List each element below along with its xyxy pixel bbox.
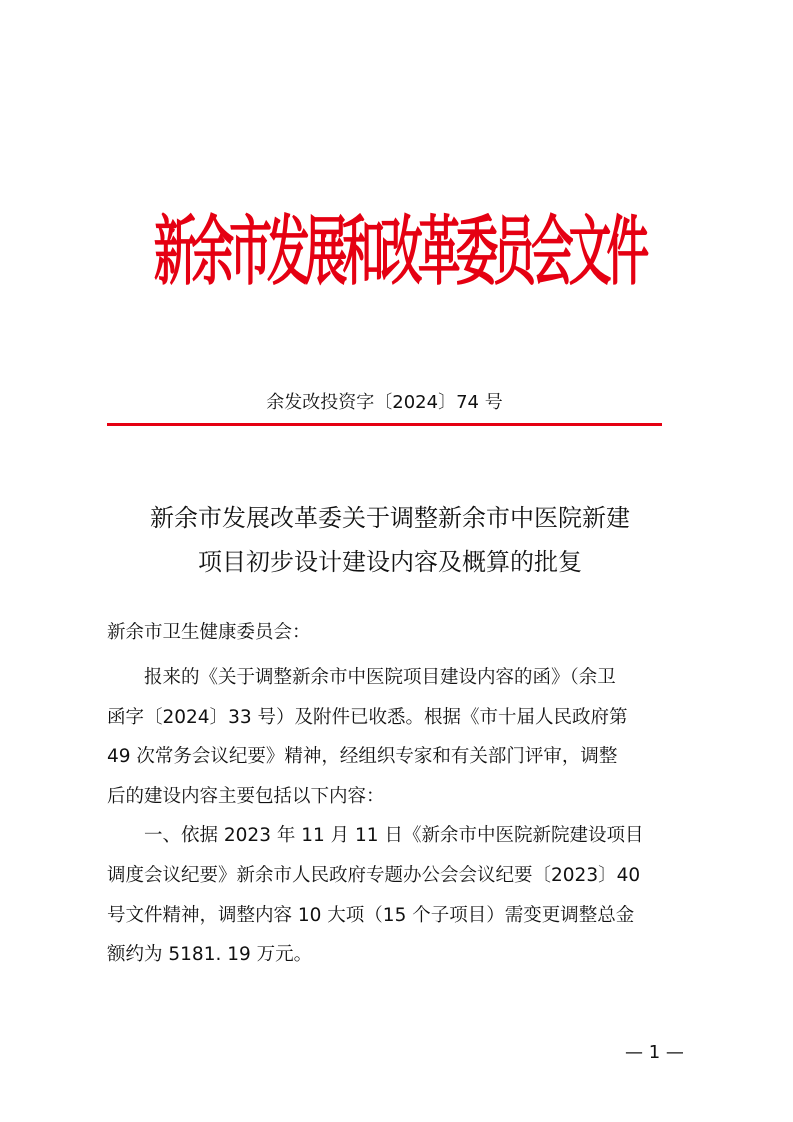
document-body <box>107 658 689 975</box>
paragraph-1-line-3: 49 次常务会议纪要》精神，经组织专家和有关部门评审，调整 <box>107 746 618 768</box>
paragraph-2-line-1: 一、依据 2023 年 11 月 11 日《新余市中医院新院建设项目 <box>144 825 644 847</box>
paragraph-2-line-2: 调度会议纪要》新余市人民政府专题办公会会议纪要〔2023〕40 <box>107 864 641 886</box>
title-line-2: 项目初步设计建设内容及概算的批复 <box>198 548 582 576</box>
document-title <box>100 496 680 584</box>
paragraph-2-line-3: 号文件精神，调整内容 10 大项（15 个子项目）需变更调整总金 <box>107 904 635 926</box>
masthead-title <box>100 203 660 303</box>
salutation: 新余市卫生健康委员会： <box>107 622 311 643</box>
paragraph-1-line-2: 函字〔2024〕33 号）及附件已收悉。根据《市十届人民政府第 <box>107 706 628 728</box>
document-number: 余发改投资字〔2024〕74 号 <box>266 392 503 413</box>
paragraph-1-line-4: 后的建设内容主要包括以下内容： <box>107 785 385 807</box>
page-number: — 1 — <box>625 1042 684 1063</box>
paragraph-2-line-4: 额约为 5181. 19 万元。 <box>107 944 313 966</box>
title-line-1: 新余市发展改革委关于调整新余市中医院新建 <box>150 504 630 532</box>
paragraph-1-line-1: 报来的《关于调整新余市中医院项目建设内容的函》（余卫 <box>144 667 616 688</box>
masthead-text: 新余市发展和改革委员会文件 <box>153 208 645 297</box>
red-divider-line <box>107 423 662 426</box>
